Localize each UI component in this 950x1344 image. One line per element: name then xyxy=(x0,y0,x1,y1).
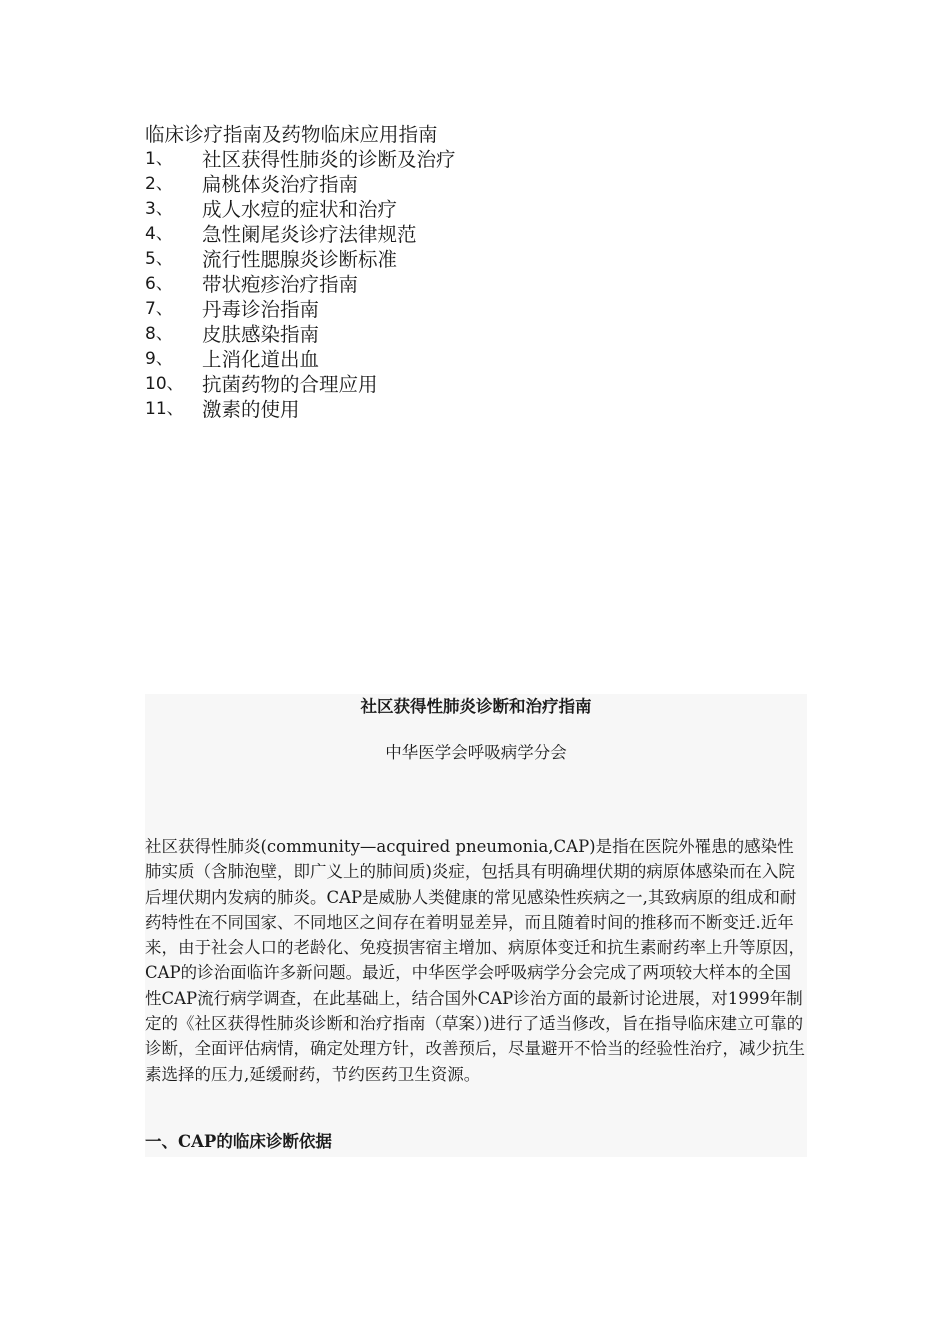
toc-item xyxy=(145,247,805,272)
toc-item-label: 社区获得性肺炎的诊断及治疗 xyxy=(202,148,456,171)
document-body xyxy=(145,694,807,1157)
toc-item-label: 流行性腮腺炎诊断标准 xyxy=(202,248,398,271)
toc-item-number: 11、 xyxy=(145,399,184,419)
toc-item xyxy=(145,372,805,397)
toc-item-number: 7、 xyxy=(145,299,173,319)
toc-item-number: 1、 xyxy=(145,149,173,169)
toc-item xyxy=(145,397,805,422)
toc-item xyxy=(145,347,805,372)
table-of-contents xyxy=(145,122,805,422)
toc-item-number: 10、 xyxy=(145,374,184,394)
document-title: 社区获得性肺炎诊断和治疗指南 xyxy=(360,697,592,716)
intro-paragraph: 社区获得性肺炎(community—acquired pneumonia,CAP)是指在医院外罹患的感染性肺实质（含肺泡壁，即广义上的肺间质)炎症，包括具有明确埋伏期的病原体感染而在入院后埋伏期内发病的肺炎。CAP是威胁人类健康的常见感染性疾病之一,其致病原的组成和耐药特性在不同国家、不同地区之间存在着明显差异，而且随着时间的推移而不断变迁.近年来，由于社会人口的老龄化、免疫损害宿主增加、病原体变迁和抗生素耐药率上升等原因，CAP的诊治面临许多新问题。最近，中华医学会呼吸病学分会完成了两项较大样本的全国性CAP流行病学调查，在此基础上，结合国外CAP诊治方面的最新讨论进展，对1999年制定的《社区获得性肺炎诊断和治疗指南（草案）)进行了适当修改，旨在指导临床建立可靠的诊断，全面评估病情，确定处理方针，改善预后，尽量避开不恰当的经验性治疗，减少抗生素选择的压力,延缓耐药，节约医药卫生资源。 xyxy=(145,837,805,1084)
toc-item-number: 5、 xyxy=(145,249,173,269)
toc-item xyxy=(145,172,805,197)
toc-item xyxy=(145,222,805,247)
document-organization: 中华医学会呼吸病学分会 xyxy=(385,743,567,762)
toc-item-label: 带状疱疹治疗指南 xyxy=(202,273,359,296)
toc-item-label: 皮肤感染指南 xyxy=(202,323,320,346)
toc-item xyxy=(145,322,805,347)
toc-item xyxy=(145,197,805,222)
toc-item-number: 9、 xyxy=(145,349,173,369)
toc-item-label: 上消化道出血 xyxy=(202,348,320,371)
toc-item xyxy=(145,272,805,297)
section-heading: 一、CAP的临床诊断依据 xyxy=(145,1132,332,1151)
toc-item-label: 急性阑尾炎诊疗法律规范 xyxy=(202,223,417,246)
toc-item-number: 8、 xyxy=(145,324,173,344)
toc-item-label: 扁桃体炎治疗指南 xyxy=(202,173,359,196)
toc-item-label: 抗菌药物的合理应用 xyxy=(202,373,378,396)
toc-title: 临床诊疗指南及药物临床应用指南 xyxy=(145,123,438,146)
toc-item-label: 成人水痘的症状和治疗 xyxy=(202,198,398,221)
toc-item-number: 4、 xyxy=(145,224,173,244)
toc-item xyxy=(145,147,805,172)
toc-item-number: 3、 xyxy=(145,199,173,219)
toc-item-label: 激素的使用 xyxy=(202,398,300,421)
toc-item-number: 6、 xyxy=(145,274,173,294)
toc-item-label: 丹毒诊治指南 xyxy=(202,298,320,321)
toc-item xyxy=(145,297,805,322)
toc-item-number: 2、 xyxy=(145,174,173,194)
